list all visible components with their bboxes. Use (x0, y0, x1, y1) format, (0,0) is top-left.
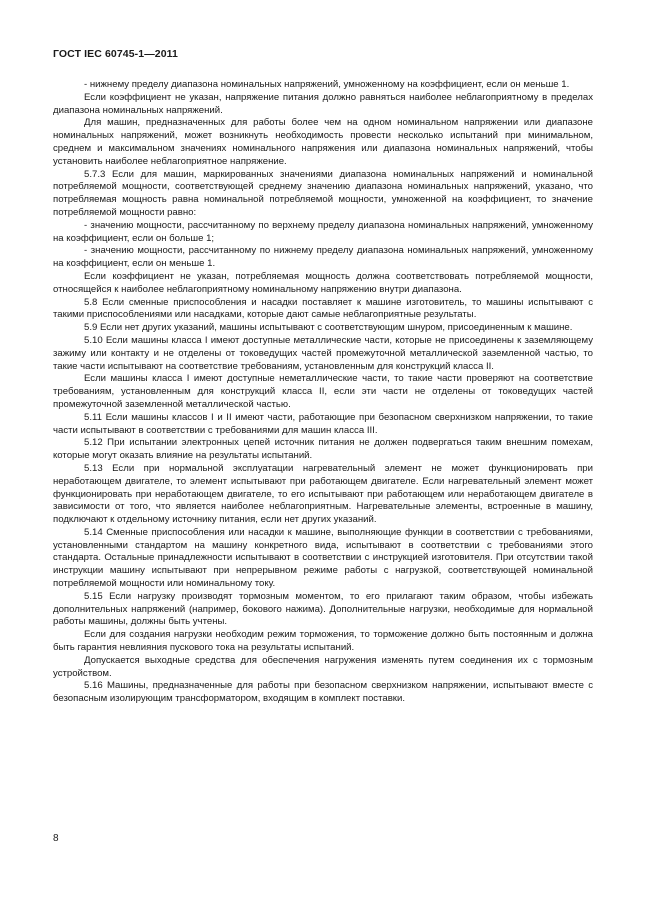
paragraph: 5.16 Машины, предназначенные для работы при безопасном сверхнизком напряжении, испытывают вместе с безопасным изолирующим трансформатором, входящим в комплект поставки. (53, 680, 593, 705)
paragraph: - нижнему пределу диапазона номинальных напряжений, умноженному на коэффициент, если он меньше 1. (84, 79, 570, 90)
paragraph: Если для создания нагрузки необходим режим торможения, то торможение должно быть постоянным и должна быть гарантия невлияния пускового тока на результаты испытаний. (53, 629, 593, 654)
paragraph: Допускается выходные средства для обеспечения нагружения изменять путем соединения их с тормозным устройством. (53, 654, 593, 679)
page-number: 8 (53, 833, 59, 844)
paragraph: Если коэффициент не указан, напряжение питания должно равняться наиболее неблагоприятному в пределах диапазона номинальных напряжений. (53, 91, 593, 116)
paragraph: - значению мощности, рассчитанному по нижнему пределу диапазона номинальных напряжений, умноженному на коэффициент, если он меньше 1. (53, 245, 593, 270)
paragraph: 5.7.3 Если для машин, маркированных значениями диапазона номинальных напряжений и номинальной потребляемой мощности, соответствующей среднему значению диапазона номинальных напряжений, указано, что потребляемая мощность равна номинальной потребляемой мощности, умноженной на коэффициент, то значение потребляемой мощности равно: (53, 168, 593, 218)
paragraph: 5.12 При испытании электронных цепей источник питания не должен подвергаться таким внешним помехам, которые могут оказать влияние на результаты испытаний. (53, 437, 593, 462)
document-header-code: ГОСТ IEC 60745-1—2011 (53, 48, 178, 60)
paragraph: 5.11 Если машины классов I и II имеют части, работающие при безопасном сверхнизком напряжении, то такие части испытывают в соответствии с требованиями для машин класса III. (53, 411, 593, 436)
paragraph: 5.10 Если машины класса I имеют доступные металлические части, которые не присоединены к заземляющему зажиму или контакту и не отделены от токоведущих частей промежуточной металлической заземленной частью, то такие части испытывают на соответствие требованиям, установленным для конструкций класса II. (53, 334, 593, 372)
paragraph: 5.8 Если сменные приспособления и насадки поставляет к машине изготовитель, то машины испытывают с такими приспособлениями или насадками, которые дают самые неблагоприятные результаты. (53, 296, 593, 321)
paragraph: 5.15 Если нагрузку производят тормозным моментом, то его прилагают таким образом, чтобы избежать дополнительных напряжений (например, бокового нажима). Дополнительные нагрузки, необходимые для нормальной работы машины, должны быть учтены. (53, 590, 593, 628)
paragraph: 5.14 Сменные приспособления или насадки к машине, выполняющие функции в соответствии с требованиями, установленными стандартом на машину конкретного вида, испытывают в соответствии с требованиями этого стандарта. Остальные принадлежности испытывают в соответствии с инструкцией изготовителя. При отсутствии такой инструкции машину испытывают при непрерывном режиме работы с нагрузкой, соответствующей номинальной потребляемой мощности или номинальному току. (53, 526, 593, 590)
paragraph: Если машины класса I имеют доступные неметаллические части, то такие части проверяют на соответствие требованиям, установленным для конструкций класса II, если эти части не отделены от токоведущих частей промежуточной заземленной металлической частью. (53, 373, 593, 410)
paragraph: - значению мощности, рассчитанному по верхнему пределу диапазона номинальных напряжений, умноженному на коэффициент, если он больше 1; (53, 219, 593, 244)
paragraph: 5.13 Если при нормальной эксплуатации нагревательный элемент не может функционировать при неработающем двигателе, то элемент испытывают при работающем двигателе. Если нагревательный элемент может функционировать при неработающем двигателе, то его испытывают при работающем или неработающем двигателе в зависимости от того, что является наиболее неблагоприятным. Нагревательные элементы, встроенные в машину, подключают к отдельному источнику питания, если нет других указаний. (53, 462, 593, 526)
paragraph: 5.9 Если нет других указаний, машины испытывают с соответствующим шнуром, присоединенным к машине. (84, 322, 573, 334)
paragraph: Для машин, предназначенных для работы более чем на одном номинальном напряжении или диапазоне номинальных напряжений, может возникнуть необходимость провести несколько испытаний при минимальном, среднем и максимальном значениях номинального напряжения или диапазона номинальных напряжений, чтобы установить наиболее неблагоприятное напряжение. (53, 117, 593, 167)
document-body (53, 79, 593, 706)
paragraph: Если коэффициент не указан, потребляемая мощность должна соответствовать потребляемой мощности, относящейся к наиболее неблагоприятному номинальному напряжению внутри диапазона. (53, 270, 593, 295)
